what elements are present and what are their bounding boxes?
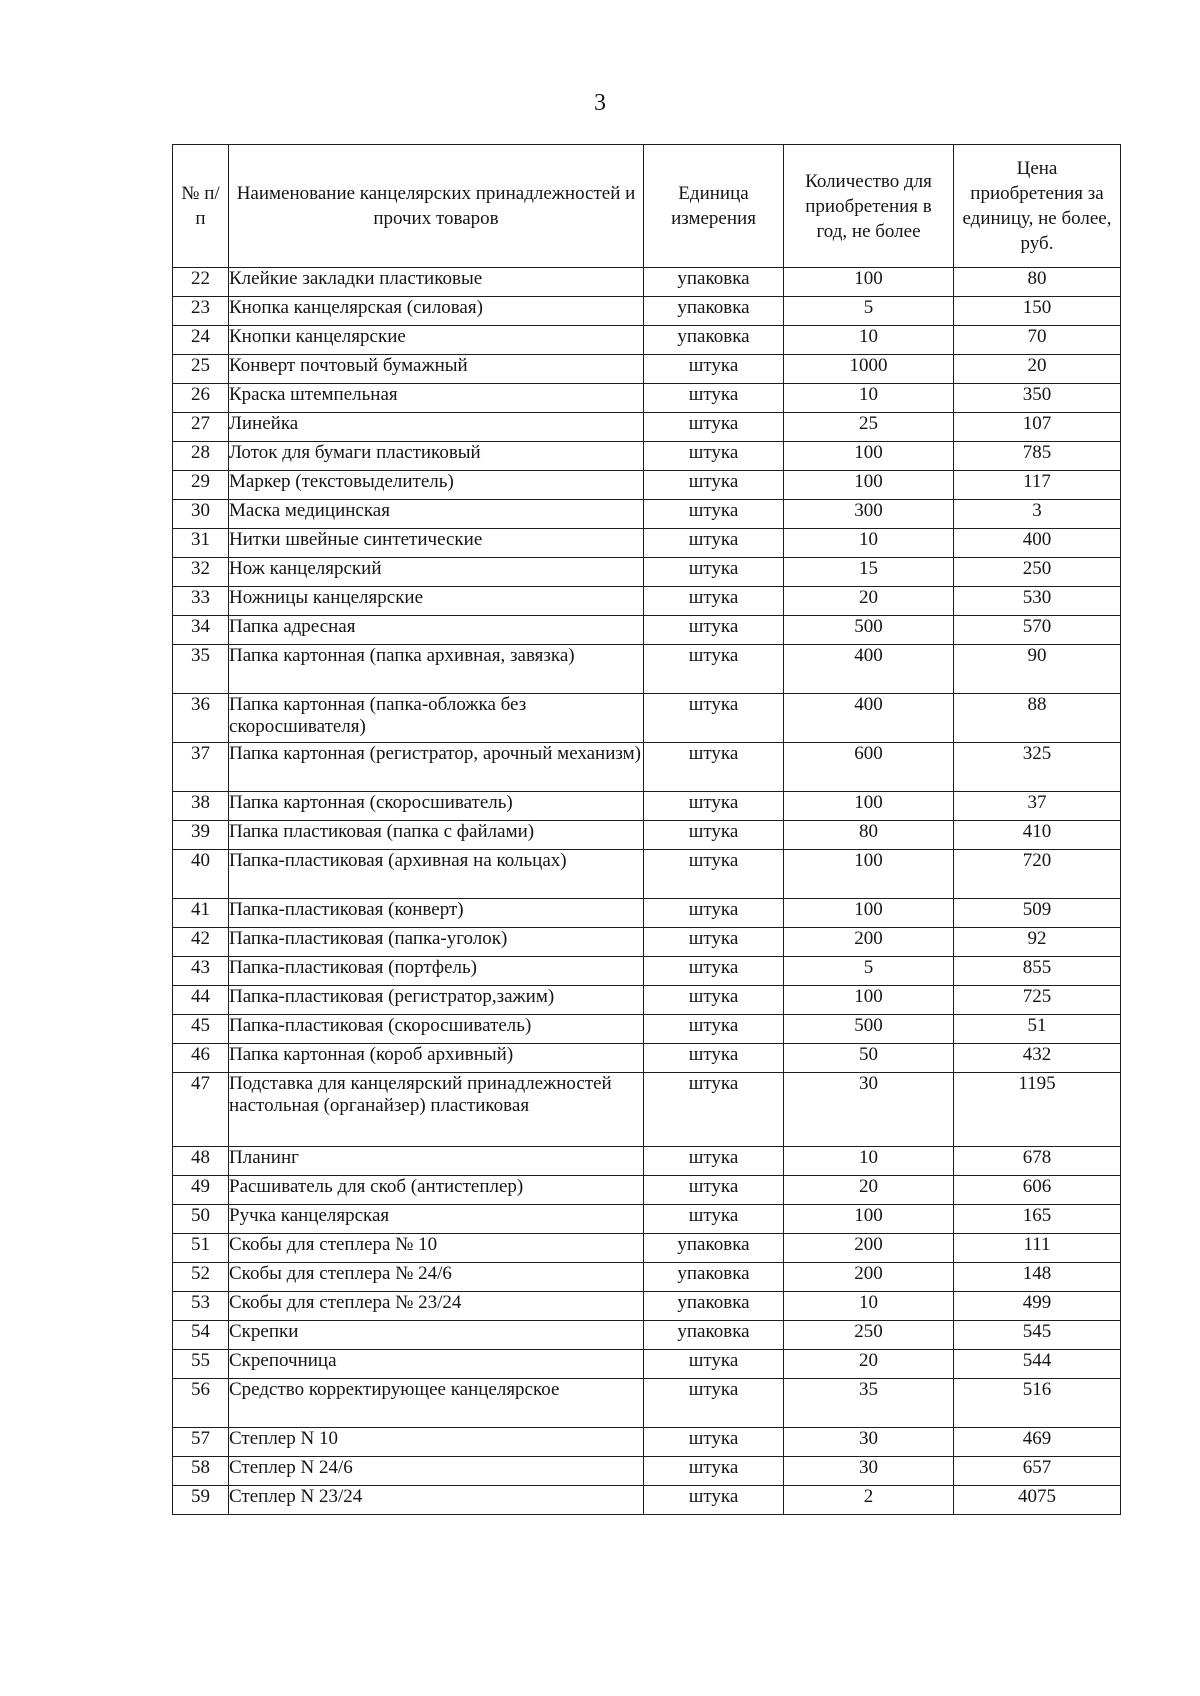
row-num: 54 [173, 1321, 229, 1350]
row-price: 107 [954, 413, 1121, 442]
row-name: Папка картонная (регистратор, арочный механизм) [229, 743, 644, 792]
row-price: 37 [954, 792, 1121, 821]
row-unit: штука [644, 743, 784, 792]
row-num: 30 [173, 500, 229, 529]
table-row [173, 1263, 1121, 1292]
row-name: Скобы для степлера № 24/6 [229, 1263, 644, 1292]
table-row [173, 792, 1121, 821]
row-name: Папка-пластиковая (папка-уголок) [229, 928, 644, 957]
row-price: 499 [954, 1292, 1121, 1321]
row-unit: штука [644, 1147, 784, 1176]
table-row [173, 413, 1121, 442]
row-name: Папка-пластиковая (портфель) [229, 957, 644, 986]
row-name: Папка-пластиковая (скоросшиватель) [229, 1015, 644, 1044]
row-price: 544 [954, 1350, 1121, 1379]
row-price: 250 [954, 558, 1121, 587]
row-name: Степлер N 23/24 [229, 1486, 644, 1515]
row-unit: штука [644, 1205, 784, 1234]
row-name: Расшиватель для скоб (антистеплер) [229, 1176, 644, 1205]
table-row [173, 1428, 1121, 1457]
row-price: 88 [954, 694, 1121, 743]
row-num: 53 [173, 1292, 229, 1321]
table-row [173, 268, 1121, 297]
row-unit: штука [644, 616, 784, 645]
row-qty: 300 [784, 500, 954, 529]
row-name: Средство корректирующее канцелярское [229, 1379, 644, 1428]
row-price: 516 [954, 1379, 1121, 1428]
table-row [173, 587, 1121, 616]
row-name: Папка адресная [229, 616, 644, 645]
row-name: Ножницы канцелярские [229, 587, 644, 616]
row-unit: упаковка [644, 326, 784, 355]
table-row [173, 558, 1121, 587]
table-row [173, 616, 1121, 645]
row-num: 49 [173, 1176, 229, 1205]
row-name: Подставка для канцелярский принадлежностей настольная (органайзер) пластиковая [229, 1073, 644, 1147]
row-qty: 100 [784, 1205, 954, 1234]
row-unit: штука [644, 1044, 784, 1073]
row-qty: 10 [784, 1292, 954, 1321]
table-row [173, 645, 1121, 694]
row-unit: упаковка [644, 1292, 784, 1321]
row-qty: 1000 [784, 355, 954, 384]
row-price: 51 [954, 1015, 1121, 1044]
row-name: Лоток для бумаги пластиковый [229, 442, 644, 471]
table-row [173, 442, 1121, 471]
row-unit: штука [644, 899, 784, 928]
row-qty: 250 [784, 1321, 954, 1350]
row-price: 530 [954, 587, 1121, 616]
row-price: 148 [954, 1263, 1121, 1292]
row-unit: штука [644, 1457, 784, 1486]
row-price: 678 [954, 1147, 1121, 1176]
row-price: 545 [954, 1321, 1121, 1350]
row-qty: 200 [784, 1234, 954, 1263]
row-qty: 500 [784, 616, 954, 645]
row-qty: 600 [784, 743, 954, 792]
row-num: 34 [173, 616, 229, 645]
row-name: Конверт почтовый бумажный [229, 355, 644, 384]
table-row [173, 1044, 1121, 1073]
row-num: 44 [173, 986, 229, 1015]
row-qty: 500 [784, 1015, 954, 1044]
table-row [173, 1015, 1121, 1044]
row-price: 725 [954, 986, 1121, 1015]
row-price: 165 [954, 1205, 1121, 1234]
row-num: 47 [173, 1073, 229, 1147]
row-name: Кнопка канцелярская (силовая) [229, 297, 644, 326]
table-row [173, 850, 1121, 899]
row-num: 36 [173, 694, 229, 743]
row-qty: 100 [784, 986, 954, 1015]
row-price: 150 [954, 297, 1121, 326]
row-qty: 400 [784, 645, 954, 694]
row-unit: штука [644, 792, 784, 821]
row-unit: штука [644, 645, 784, 694]
row-price: 400 [954, 529, 1121, 558]
row-price: 90 [954, 645, 1121, 694]
row-unit: штука [644, 1379, 784, 1428]
row-num: 27 [173, 413, 229, 442]
table-row [173, 1205, 1121, 1234]
row-num: 57 [173, 1428, 229, 1457]
row-name: Папка-пластиковая (конверт) [229, 899, 644, 928]
row-price: 570 [954, 616, 1121, 645]
row-unit: упаковка [644, 268, 784, 297]
row-num: 24 [173, 326, 229, 355]
row-qty: 35 [784, 1379, 954, 1428]
header-unit: Единица измерения [644, 145, 784, 268]
row-num: 41 [173, 899, 229, 928]
row-qty: 10 [784, 384, 954, 413]
row-unit: штука [644, 957, 784, 986]
row-price: 350 [954, 384, 1121, 413]
row-num: 59 [173, 1486, 229, 1515]
row-name: Планинг [229, 1147, 644, 1176]
row-name: Кнопки канцелярские [229, 326, 644, 355]
row-qty: 10 [784, 1147, 954, 1176]
row-num: 55 [173, 1350, 229, 1379]
row-price: 785 [954, 442, 1121, 471]
row-price: 4075 [954, 1486, 1121, 1515]
row-qty: 2 [784, 1486, 954, 1515]
row-price: 657 [954, 1457, 1121, 1486]
table-row [173, 297, 1121, 326]
row-num: 23 [173, 297, 229, 326]
row-unit: штука [644, 1015, 784, 1044]
row-name: Папка картонная (папка архивная, завязка) [229, 645, 644, 694]
row-num: 35 [173, 645, 229, 694]
row-qty: 100 [784, 442, 954, 471]
row-qty: 80 [784, 821, 954, 850]
row-num: 22 [173, 268, 229, 297]
row-qty: 5 [784, 957, 954, 986]
row-qty: 200 [784, 1263, 954, 1292]
row-unit: штука [644, 821, 784, 850]
header-num: № п/п [173, 145, 229, 268]
row-num: 29 [173, 471, 229, 500]
table-row [173, 1457, 1121, 1486]
row-qty: 15 [784, 558, 954, 587]
row-unit: штука [644, 1428, 784, 1457]
row-qty: 400 [784, 694, 954, 743]
row-unit: штука [644, 471, 784, 500]
row-price: 70 [954, 326, 1121, 355]
header-price: Цена приобретения за единицу, не более, руб. [954, 145, 1121, 268]
row-qty: 30 [784, 1457, 954, 1486]
row-unit: упаковка [644, 1263, 784, 1292]
table-row [173, 355, 1121, 384]
row-qty: 100 [784, 792, 954, 821]
row-price: 20 [954, 355, 1121, 384]
row-unit: штука [644, 442, 784, 471]
row-price: 720 [954, 850, 1121, 899]
row-unit: штука [644, 529, 784, 558]
row-num: 38 [173, 792, 229, 821]
table-row [173, 928, 1121, 957]
row-qty: 100 [784, 268, 954, 297]
row-unit: штука [644, 1073, 784, 1147]
row-name: Нитки швейные синтетические [229, 529, 644, 558]
row-name: Скрепочница [229, 1350, 644, 1379]
row-unit: штука [644, 986, 784, 1015]
header-qty: Количество для приобретения в год, не более [784, 145, 954, 268]
row-unit: штука [644, 1486, 784, 1515]
table-row [173, 1379, 1121, 1428]
row-num: 51 [173, 1234, 229, 1263]
row-num: 56 [173, 1379, 229, 1428]
row-num: 45 [173, 1015, 229, 1044]
table-row [173, 1234, 1121, 1263]
row-name: Степлер N 10 [229, 1428, 644, 1457]
row-name: Степлер N 24/6 [229, 1457, 644, 1486]
row-name: Ручка канцелярская [229, 1205, 644, 1234]
table-row [173, 986, 1121, 1015]
row-unit: штука [644, 558, 784, 587]
row-qty: 20 [784, 1176, 954, 1205]
row-price: 1195 [954, 1073, 1121, 1147]
row-unit: штука [644, 587, 784, 616]
row-unit: упаковка [644, 1321, 784, 1350]
row-unit: штука [644, 694, 784, 743]
table-row [173, 1073, 1121, 1147]
header-row [173, 145, 1121, 268]
row-num: 37 [173, 743, 229, 792]
row-name: Клейкие закладки пластиковые [229, 268, 644, 297]
table-row [173, 743, 1121, 792]
row-qty: 30 [784, 1073, 954, 1147]
row-qty: 50 [784, 1044, 954, 1073]
table-row [173, 326, 1121, 355]
row-price: 80 [954, 268, 1121, 297]
row-num: 31 [173, 529, 229, 558]
row-unit: штука [644, 384, 784, 413]
row-price: 606 [954, 1176, 1121, 1205]
row-num: 39 [173, 821, 229, 850]
row-qty: 10 [784, 529, 954, 558]
row-qty: 20 [784, 1350, 954, 1379]
row-name: Скрепки [229, 1321, 644, 1350]
row-unit: штука [644, 413, 784, 442]
row-num: 33 [173, 587, 229, 616]
table-row [173, 529, 1121, 558]
row-qty: 5 [784, 297, 954, 326]
row-num: 50 [173, 1205, 229, 1234]
row-name: Скобы для степлера № 23/24 [229, 1292, 644, 1321]
table-row [173, 1350, 1121, 1379]
row-unit: упаковка [644, 1234, 784, 1263]
row-unit: штука [644, 500, 784, 529]
row-num: 43 [173, 957, 229, 986]
row-qty: 100 [784, 899, 954, 928]
row-name: Папка пластиковая (папка с файлами) [229, 821, 644, 850]
row-price: 469 [954, 1428, 1121, 1457]
row-num: 32 [173, 558, 229, 587]
row-name: Папка картонная (короб архивный) [229, 1044, 644, 1073]
row-name: Скобы для степлера № 10 [229, 1234, 644, 1263]
row-qty: 25 [784, 413, 954, 442]
row-name: Маска медицинская [229, 500, 644, 529]
row-unit: штука [644, 1350, 784, 1379]
row-price: 325 [954, 743, 1121, 792]
row-unit: упаковка [644, 297, 784, 326]
row-num: 42 [173, 928, 229, 957]
row-name: Линейка [229, 413, 644, 442]
row-num: 58 [173, 1457, 229, 1486]
row-qty: 20 [784, 587, 954, 616]
row-name: Папка-пластиковая (архивная на кольцах) [229, 850, 644, 899]
row-price: 855 [954, 957, 1121, 986]
row-price: 3 [954, 500, 1121, 529]
row-num: 26 [173, 384, 229, 413]
row-qty: 100 [784, 471, 954, 500]
row-price: 92 [954, 928, 1121, 957]
row-qty: 10 [784, 326, 954, 355]
table-row [173, 1147, 1121, 1176]
row-name: Нож канцелярский [229, 558, 644, 587]
table-row [173, 1176, 1121, 1205]
row-qty: 100 [784, 850, 954, 899]
table-row [173, 899, 1121, 928]
table-row [173, 1321, 1121, 1350]
row-qty: 30 [784, 1428, 954, 1457]
row-unit: штука [644, 850, 784, 899]
page-number: 3 [594, 90, 606, 116]
row-price: 111 [954, 1234, 1121, 1263]
row-unit: штука [644, 928, 784, 957]
table-row [173, 957, 1121, 986]
row-name: Папка-пластиковая (регистратор,зажим) [229, 986, 644, 1015]
row-num: 48 [173, 1147, 229, 1176]
table-row [173, 1292, 1121, 1321]
row-name: Папка картонная (скоросшиватель) [229, 792, 644, 821]
row-num: 40 [173, 850, 229, 899]
table-row [173, 471, 1121, 500]
row-num: 52 [173, 1263, 229, 1292]
row-num: 25 [173, 355, 229, 384]
goods-table [172, 144, 1121, 1515]
row-unit: штука [644, 355, 784, 384]
header-name: Наименование канцелярских принадлежностей и прочих товаров [229, 145, 644, 268]
row-num: 46 [173, 1044, 229, 1073]
row-name: Папка картонная (папка-обложка без скоросшивателя) [229, 694, 644, 743]
row-name: Краска штемпельная [229, 384, 644, 413]
row-price: 410 [954, 821, 1121, 850]
row-qty: 200 [784, 928, 954, 957]
row-unit: штука [644, 1176, 784, 1205]
row-num: 28 [173, 442, 229, 471]
table-row [173, 1486, 1121, 1515]
table-row [173, 500, 1121, 529]
row-name: Маркер (текстовыделитель) [229, 471, 644, 500]
row-price: 117 [954, 471, 1121, 500]
row-price: 509 [954, 899, 1121, 928]
table-row [173, 694, 1121, 743]
row-price: 432 [954, 1044, 1121, 1073]
table-row [173, 384, 1121, 413]
table-row [173, 821, 1121, 850]
